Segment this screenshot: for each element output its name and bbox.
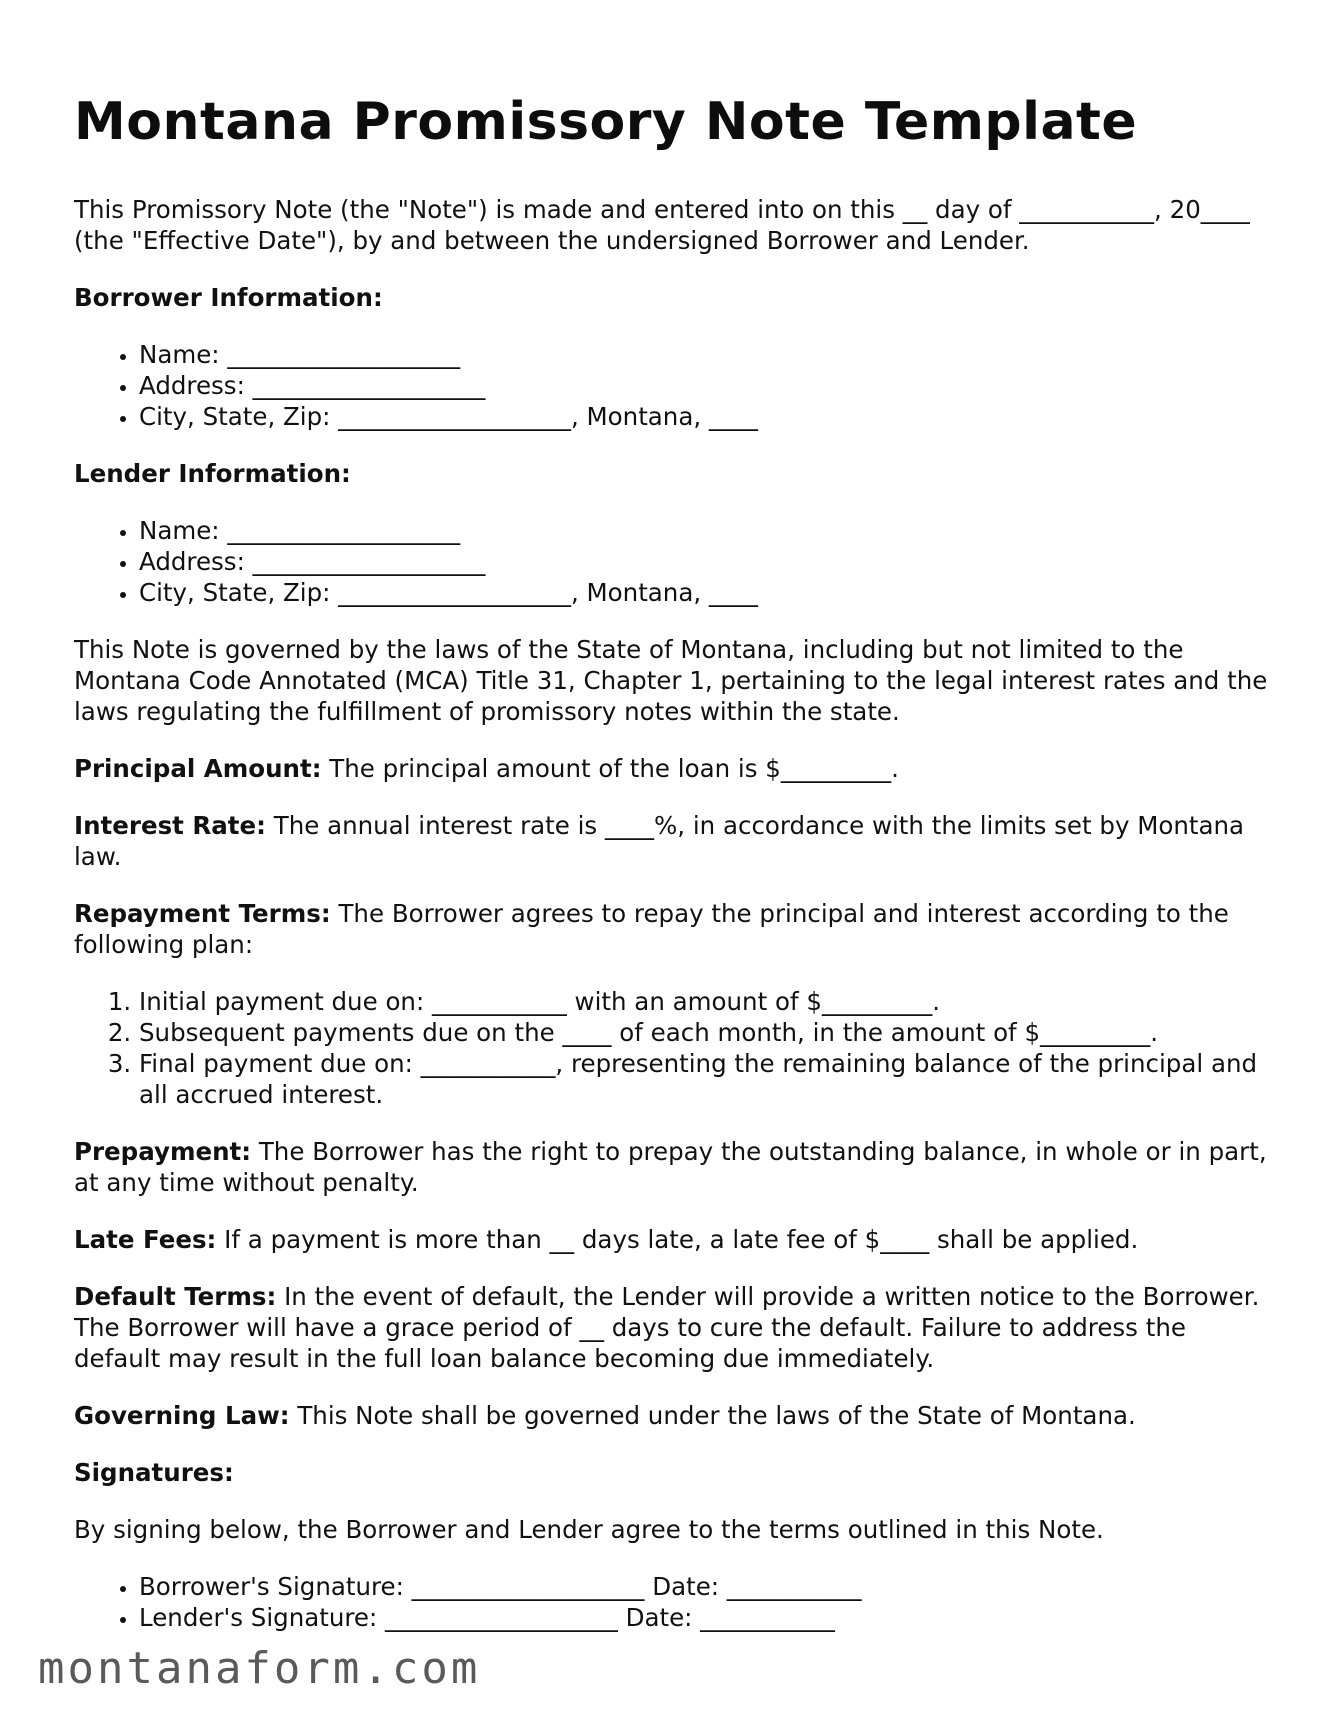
intro-paragraph: This Promissory Note (the "Note") is made and entered into on this __ day of ___________, 20____ (the "Effective Date"), by and between the undersigned Borrower and Lender. [74, 195, 1250, 255]
signature-list [74, 1571, 1274, 1633]
prepayment-label: Prepayment: [74, 1137, 252, 1166]
lender-signature-item: • Lender's Signature: ___________________ Date: ___________ [139, 1602, 1274, 1633]
borrower-info-list [74, 339, 1274, 432]
governing-law-section [74, 1400, 1274, 1431]
repayment-section [74, 898, 1274, 960]
lender-info-list [74, 515, 1274, 608]
repayment-plan-list [74, 986, 1274, 1110]
late-fees-label: Late Fees: [74, 1225, 217, 1254]
governing-paragraph: This Note is governed by the laws of the State of Montana, including but not limited to the Montana Code Annotated (MCA) Title 31, Chapter 1, pertaining to the legal interest rates and the laws regulating the fulfillment of promissory notes within the state. [74, 635, 1268, 726]
borrower-heading: Borrower Information: [74, 283, 383, 312]
default-terms-label: Default Terms: [74, 1282, 277, 1311]
repayment-text: The Borrower agrees to repay the principal and interest according to the following plan: [74, 899, 1229, 959]
late-fees-text: If a payment is more than __ days late, a late fee of $____ shall be applied. [216, 1225, 1139, 1254]
repayment-item-subsequent: 2. Subsequent payments due on the ____ of each month, in the amount of $_________. [139, 1017, 1274, 1048]
interest-section [74, 810, 1274, 872]
governing-law-text: This Note shall be governed under the laws of the State of Montana. [289, 1401, 1136, 1430]
repayment-item-initial: 1. Initial payment due on: ___________ with an amount of $_________. [139, 986, 1274, 1017]
principal-label: Principal Amount: [74, 754, 322, 783]
signatures-heading: Signatures: [74, 1458, 234, 1487]
borrower-name-item: • Name: ___________________ [139, 339, 1274, 370]
interest-label: Interest Rate: [74, 811, 266, 840]
governing-law-label: Governing Law: [74, 1401, 290, 1430]
default-terms-section [74, 1281, 1274, 1374]
lender-address-item: • Address: ___________________ [139, 546, 1274, 577]
prepayment-text: The Borrower has the right to prepay the outstanding balance, in whole or in part, at any time without penalty. [74, 1137, 1267, 1197]
signatures-text: By signing below, the Borrower and Lender agree to the terms outlined in this Note. [74, 1515, 1104, 1544]
lender-name-item: • Name: ___________________ [139, 515, 1274, 546]
watermark: montanaform.com [38, 1643, 481, 1694]
principal-text: The principal amount of the loan is $_________. [321, 754, 899, 783]
repayment-item-final: 3. Final payment due on: ___________, representing the remaining balance of the principal and all accrued interest. [139, 1048, 1274, 1110]
default-terms-text: In the event of default, the Lender will provide a written notice to the Borrower. The Borrower will have a grace period of __ days to cure the default. Failure to address the default may result in the full loan balance becoming due immediately. [74, 1282, 1260, 1373]
lender-heading: Lender Information: [74, 459, 351, 488]
late-fees-section [74, 1224, 1274, 1255]
principal-section [74, 753, 1274, 784]
interest-text: The annual interest rate is ____%, in accordance with the limits set by Montana law. [74, 811, 1245, 871]
document-page [74, 92, 1274, 1659]
prepayment-section [74, 1136, 1274, 1198]
repayment-label: Repayment Terms: [74, 899, 331, 928]
borrower-signature-item: • Borrower's Signature: ___________________ Date: ___________ [139, 1571, 1274, 1602]
borrower-address-item: • Address: ___________________ [139, 370, 1274, 401]
lender-city-item: • City, State, Zip: ___________________, Montana, ____ [139, 577, 1274, 608]
borrower-city-item: • City, State, Zip: ___________________, Montana, ____ [139, 401, 1274, 432]
page-title: Montana Promissory Note Template [74, 92, 1138, 152]
